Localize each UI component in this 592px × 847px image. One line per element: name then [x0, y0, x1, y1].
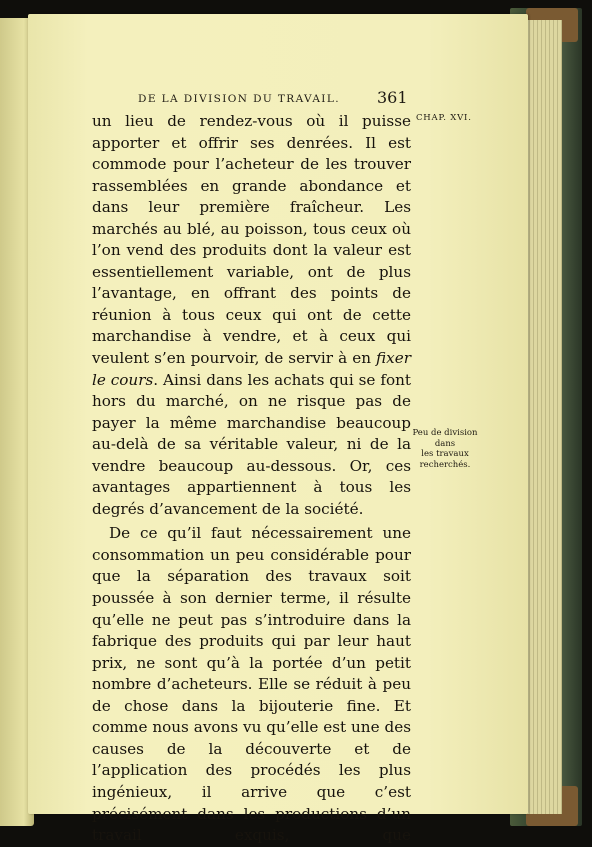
body-text	[92, 111, 411, 847]
page-stack-edge	[522, 20, 562, 814]
paragraph-2: De ce qu’il faut nécessairement une consommation un peu considérable pour que la séparation des travaux soit poussée à son dernier terme, il résulte qu’elle ne peut pas s’introduire dans la fabrique des produits qui par leur haut prix, ne sont qu’à la portée d’un petit nombre d’acheteurs. Elle se réduit à peu de chose dans la bijouterie fine. Et comme nous avons vu qu’elle est une des causes de la découverte et de l’application des procédés les plus ingénieux, il arrive que c’est précisément dans les productions d’un travail exquis, que	[92, 524, 411, 845]
paragraph-1-italic: fixer le cours	[92, 349, 411, 389]
paragraph-1	[92, 111, 411, 520]
paragraph-1-text-b: . Ainsi dans les achats qui se font hors du marché, on ne risque pas de payer la même marchandise beaucoup au-delà de sa véritable valeur, ni de la vendre beaucoup au-dessous. Or, ces avantages appartiennent à tous les degrés d’avancement de la société.	[92, 370, 411, 518]
margin-note	[409, 428, 481, 470]
paragraph-1-text-a: un lieu de rendez-vous où il puisse apporter et offrir ses denrées. Il est commode pour l’acheteur de les trouver rassemblées en grande abondance et dans leur première fraîcheur. Les marchés au blé, au poisson, tous ceux où l’on vend des produits dont la valeur est essentiellement variable, ont de plus l’avantage, en offrant des points de réunion à tous ceux qui ont de cette marchandise à vendre, et à ceux qui veulent s’en pourvoir, de servir à en	[92, 112, 411, 368]
margin-note-line-1: Peu de division	[412, 428, 478, 438]
running-head: DE LA DIVISION DU TRAVAIL.	[138, 93, 340, 105]
chapter-label: CHAP. XVI.	[416, 113, 472, 123]
margin-note-line-3: les travaux	[421, 449, 469, 459]
page-number: 361	[377, 88, 408, 107]
margin-note-line-4: recherchés.	[419, 459, 471, 470]
margin-note-line-2: dans	[434, 438, 456, 449]
